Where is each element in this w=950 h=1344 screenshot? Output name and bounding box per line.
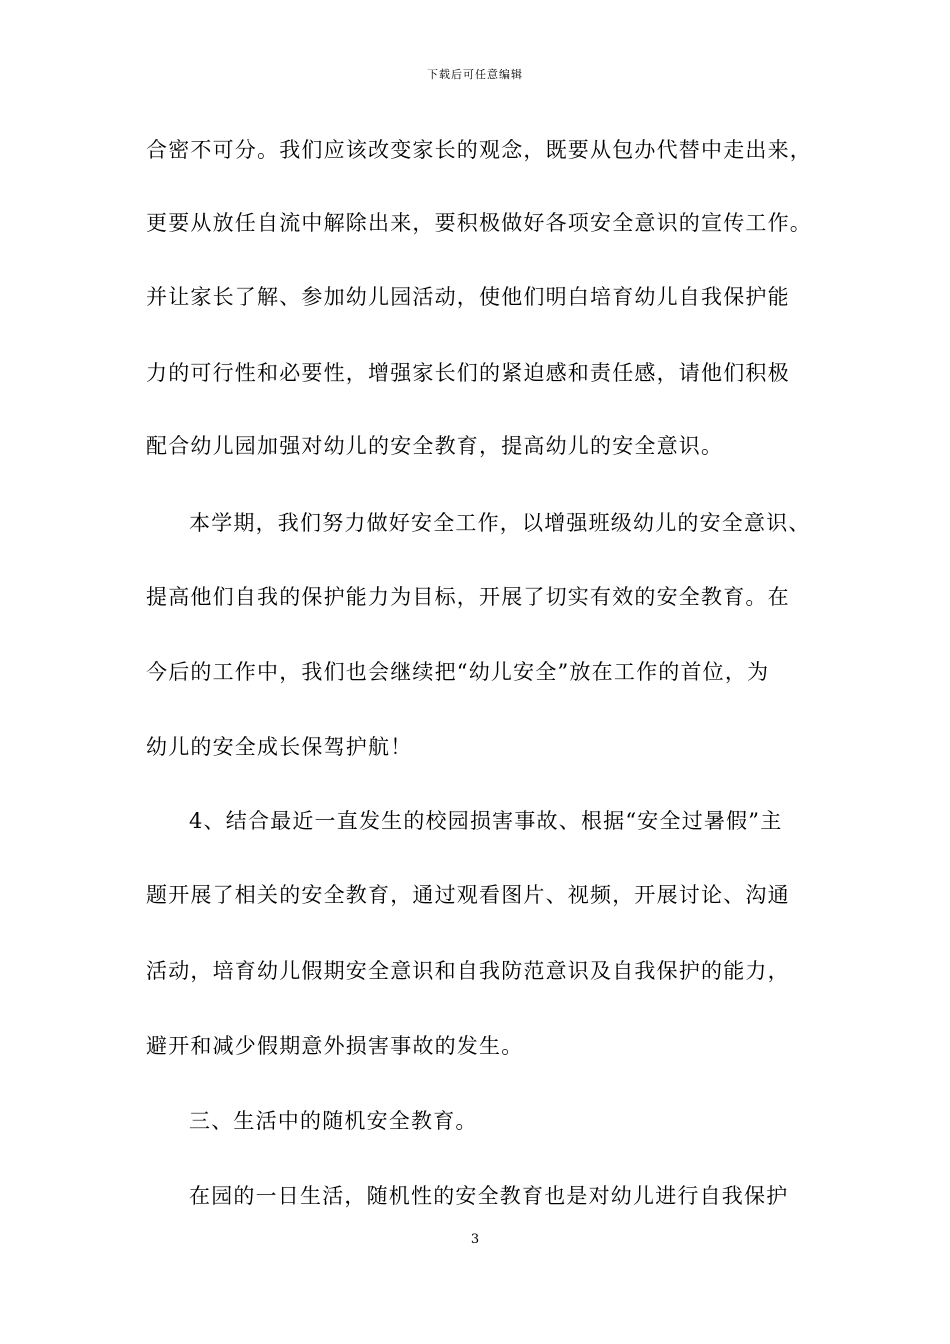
paragraph-line: 合密不可分。我们应该改变家长的观念，既要从包办代替中走出来， [146,138,812,162]
paragraph-line: 配合幼儿园加强对幼儿的安全教育，提高幼儿的安全意识。 [146,434,724,458]
paragraph-line: 并让家长了解、参加幼儿园活动，使他们明白培育幼儿自我保护能 [146,285,790,309]
paragraph-line: 题开展了相关的安全教育，通过观看图片、视频，开展讨论、沟通 [146,883,790,907]
page-header: 下载后可任意编辑 [427,68,523,81]
page-number: 3 [470,1232,480,1247]
paragraph-line: 在园的一日生活，随机性的安全教育也是对幼儿进行自我保护 [189,1184,789,1208]
paragraph-line: 活动，培育幼儿假期安全意识和自我防范意识及自我保护的能力， [146,959,790,983]
paragraph-line: 力的可行性和必要性，增强家长们的紧迫感和责任感，请他们积极 [146,361,790,385]
paragraph-line: 提高他们自我的保护能力为目标，开展了切实有效的安全教育。在 [146,585,790,609]
paragraph-line: 今后的工作中，我们也会继续把“幼儿安全”放在工作的首位，为 [146,660,770,684]
paragraph-line: 避开和减少假期意外损害事故的发生。 [146,1034,524,1058]
paragraph-line: 本学期，我们努力做好安全工作，以增强班级幼儿的安全意识、 [189,511,811,535]
paragraph-line: 更要从放任自流中解除出来，要积极做好各项安全意识的宣传工作。 [146,211,812,235]
section-heading: 三、生活中的随机安全教育。 [189,1109,478,1133]
paragraph-line: 幼儿的安全成长保驾护航！ [146,735,413,759]
paragraph-line: 4、结合最近一直发生的校园损害事故、根据“安全过暑假”主 [189,809,783,833]
